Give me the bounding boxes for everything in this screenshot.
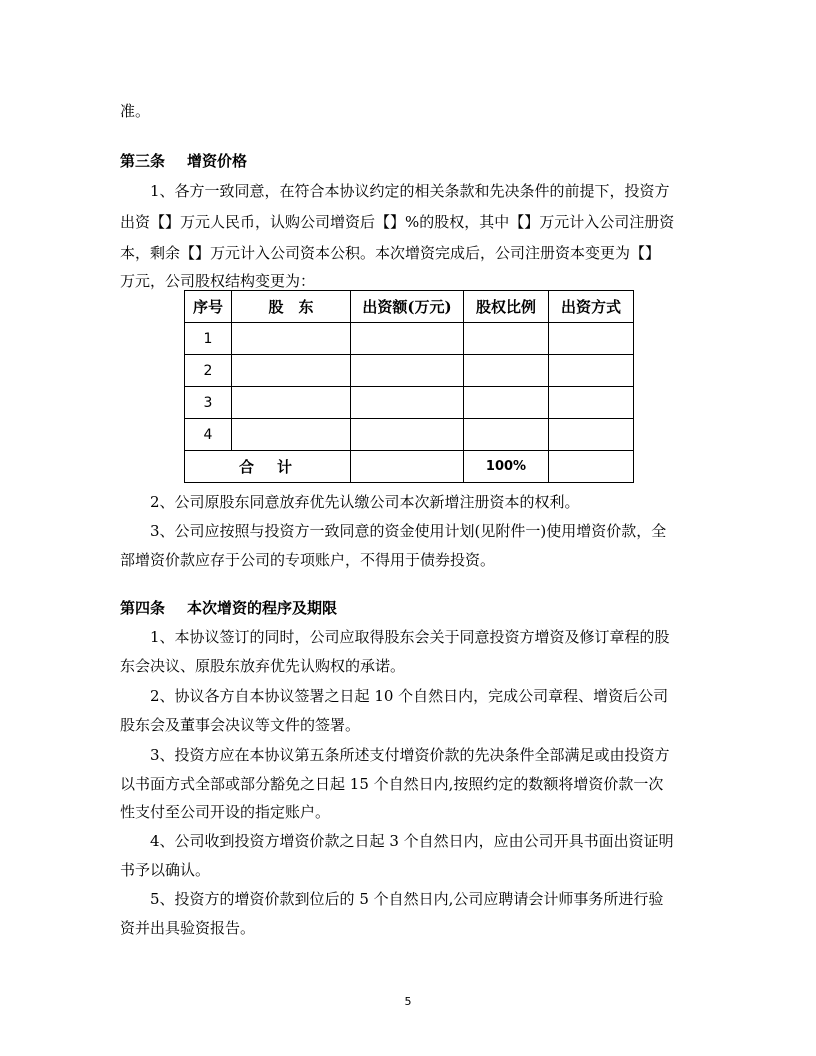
text-line: 股东会及董事会决议等文件的签署。 — [120, 716, 361, 734]
table-cell — [549, 355, 634, 387]
table-cell — [351, 419, 464, 451]
table-cell — [464, 323, 549, 355]
table-cell — [549, 323, 634, 355]
table-cell — [232, 323, 351, 355]
text-line: 书予以确认。 — [120, 861, 211, 879]
text-line: 2、协议各方自本协议签署之日起 10 个自然日内，完成公司章程、增资后公司 — [150, 687, 669, 705]
text-line: 4、公司收到投资方增资价款之日起 3 个自然日内，应由公司开具书面出资证明 — [150, 832, 674, 850]
table-cell — [232, 355, 351, 387]
table-cell — [549, 419, 634, 451]
table-header-cell: 序号 — [185, 291, 232, 323]
text-line: 1、本协议签订的同时，公司应取得股东会关于同意投资方增资及修订章程的股 — [150, 628, 670, 646]
table-header-cell: 股 东 — [232, 291, 351, 323]
article-3-number: 第三条 — [120, 152, 166, 170]
table-cell — [351, 451, 464, 483]
text-line: 1、各方一致同意，在符合本协议约定的相关条款和先决条件的前提下，投资方 — [150, 182, 670, 200]
text-line: 部增资价款应存于公司的专项账户，不得用于债券投资。 — [120, 551, 496, 569]
article-3-heading — [120, 151, 696, 171]
table-cell — [232, 419, 351, 451]
table-row — [185, 323, 634, 355]
text-line: 2、公司原股东同意放弃优先认缴公司本次新增注册资本的权利。 — [150, 493, 580, 511]
table-cell — [549, 387, 634, 419]
table-cell-seq: 1 — [185, 323, 232, 355]
table-cell — [351, 323, 464, 355]
table-header-cell: 股权比例 — [464, 291, 549, 323]
table-total-label: 合 计 — [185, 451, 351, 483]
equity-structure-table — [184, 290, 634, 483]
text-line: 性支付至公司开设的指定账户。 — [120, 803, 331, 821]
article-4-title: 本次增资的程序及期限 — [187, 599, 338, 617]
text-line: 5、投资方的增资价款到位后的 5 个自然日内,公司应聘请会计师事务所进行验 — [150, 890, 664, 908]
table-total-percent: 100% — [464, 451, 549, 483]
table-header-cell: 出资额(万元) — [351, 291, 464, 323]
text-line: 资并出具验资报告。 — [120, 919, 256, 937]
text-line: 东会决议、原股东放弃优先认购权的承诺。 — [120, 657, 406, 675]
table-row — [185, 387, 634, 419]
table-cell — [549, 451, 634, 483]
article-4-number: 第四条 — [120, 599, 166, 617]
table-total-row — [185, 451, 634, 483]
table-cell — [351, 355, 464, 387]
table-row — [185, 355, 634, 387]
table-cell — [464, 355, 549, 387]
text-line: 准。 — [120, 102, 151, 120]
table-cell — [464, 419, 549, 451]
table-cell-seq: 3 — [185, 387, 232, 419]
article-4-heading — [120, 598, 696, 618]
article-3-title: 增资价格 — [187, 152, 248, 170]
text-line: 本，剩余【】万元计入公司资本公积。本次增资完成后，公司注册资本变更为【】 — [120, 244, 661, 262]
text-line: 出资【】万元人民币，认购公司增资后【】%的股权，其中【】万元计入公司注册资 — [120, 213, 675, 231]
page-number: 5 — [404, 995, 412, 1008]
table-header-cell: 出资方式 — [549, 291, 634, 323]
text-line: 万元，公司股权结构变更为： — [120, 272, 316, 290]
table-cell-seq: 2 — [185, 355, 232, 387]
table-cell — [464, 387, 549, 419]
table-row — [185, 419, 634, 451]
table-cell-seq: 4 — [185, 419, 232, 451]
table-header-row — [185, 291, 634, 323]
text-line: 3、公司应按照与投资方一致同意的资金使用计划(见附件一)使用增资价款，全 — [150, 522, 667, 540]
text-line: 以书面方式全部或部分豁免之日起 15 个自然日内,按照约定的数额将增资价款一次 — [120, 775, 664, 793]
table-cell — [351, 387, 464, 419]
table-cell — [232, 387, 351, 419]
text-line: 3、投资方应在本协议第五条所述支付增资价款的先决条件全部满足或由投资方 — [150, 746, 670, 764]
